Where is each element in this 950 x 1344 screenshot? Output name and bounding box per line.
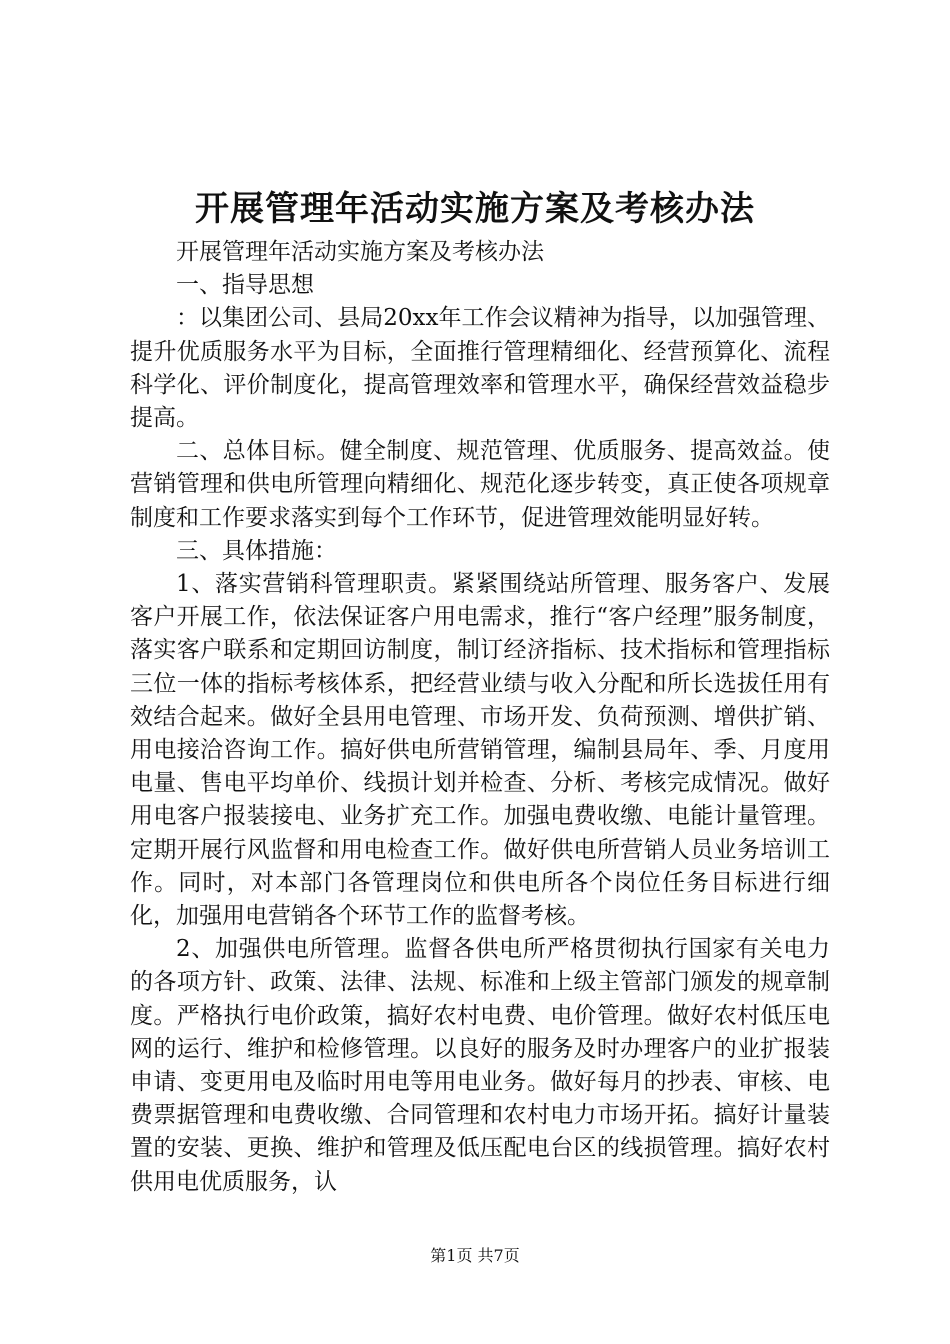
paragraph-measure-1: 1、落实营销科管理职责。紧紧围绕站所管理、服务客户、发展客户开展工作，依法保证客户用电需求，推行“客户经理”服务制度，落实客户联系和定期回访制度，制订经济指标、技术指标和管理指标三位一体的指标考核体系，把经营业绩与收入分配和所长选拔任用有效结合起来。做好全县用电管理、市场开发、负荷预测、增供扩销、用电接洽咨询工作。搞好供电所营销管理，编制县局年、季、月度用电量、售电平均单价、线损计划并检查、分析、考核完成情况。做好用电客户报装接电、业务扩充工作。加强电费收缴、电能计量管理。定期开展行风监督和用电检查工作。做好供电所营销人员业务培训工作。同时，对本部门各管理岗位和供电所各个岗位任务目标进行细化，加强用电营销各个环节工作的监督考核。 bbox=[130, 571, 830, 930]
paragraph-subtitle: 开展管理年活动实施方案及考核办法 bbox=[176, 239, 544, 265]
paragraph-measure-2: 2、加强供电所管理。监督各供电所严格贯彻执行国家有关电力的各项方针、政策、法律、法规、标准和上级主管部门颁发的规章制度。严格执行电价政策，搞好农村电费、电价管理。做好农村低压电网的运行、维护和检修管理。以良好的服务及时办理客户的业扩报装申请、变更用电及临时用电等用电业务。做好每月的抄表、审核、电费票据管理和电费收缴、合同管理和农村电力市场开拓。搞好计量装置的安装、更换、维护和管理及低压配电台区的线损管理。搞好农村供用电优质服务，认 bbox=[130, 936, 830, 1195]
page-footer: 第1页 共7页 bbox=[430, 1246, 520, 1265]
document-body bbox=[130, 236, 830, 1199]
paragraph-overall-goal: 二、总体目标。健全制度、规范管理、优质服务、提高效益。使营销管理和供电所管理向精细化、规范化逐步转变，真正使各项规章制度和工作要求落实到每个工作环节，促进管理效能明显好转。 bbox=[130, 438, 830, 531]
paragraph-guiding-thought: ：以集团公司、县局20xx年工作会议精神为指导，以加强管理、提升优质服务水平为目标，全面推行管理精细化、经营预算化、流程科学化、评价制度化，提高管理效率和管理水平，确保经营效益稳步提高。 bbox=[130, 305, 830, 432]
page-title: 开展管理年活动实施方案及考核办法 bbox=[195, 189, 755, 229]
paragraph-section-3-heading: 三、具体措施： bbox=[176, 537, 337, 564]
paragraph-section-1-heading: 一、指导思想 bbox=[176, 272, 314, 299]
